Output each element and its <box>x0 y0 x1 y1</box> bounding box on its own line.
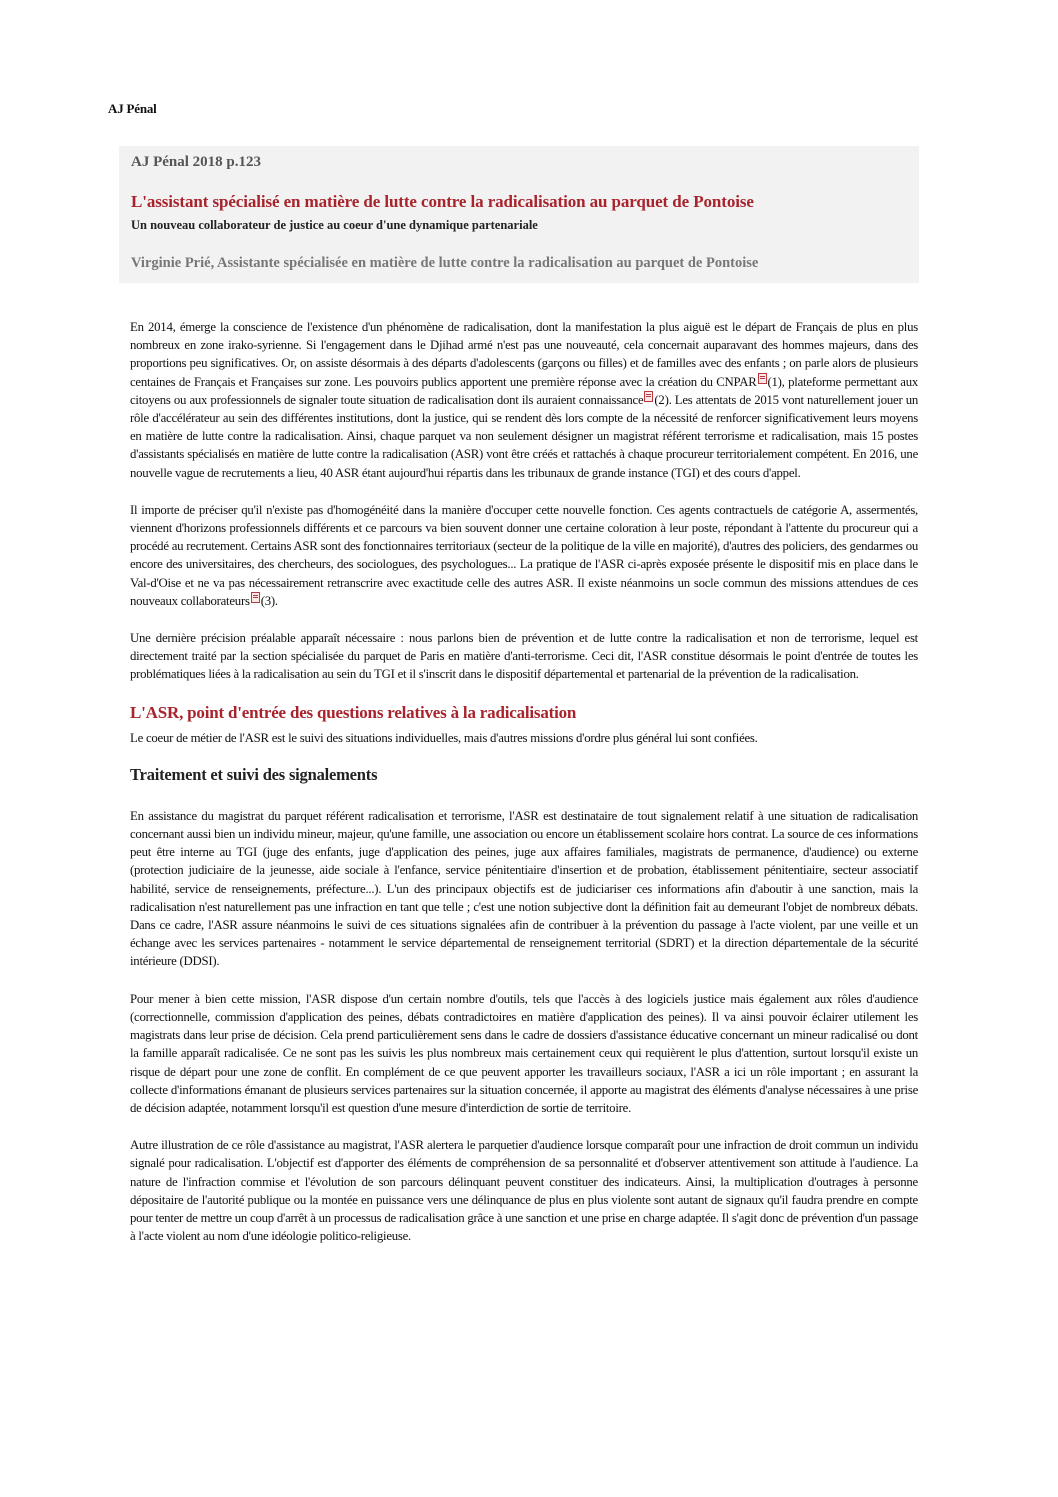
article-author: Virginie Prié, Assistante spécialisée en matière de lutte contre la radicalisation au parquet de Pontoise <box>131 255 759 271</box>
body-paragraph: Autre illustration de ce rôle d'assistance au magistrat, l'ASR alertera le parquetier d'audience lorsque comparaît pour une infraction de droit commun un individu signalé pour radicalisation. L'objectif est d'apporter des éléments de compréhension de sa personnalité et d'observer attentivement son attitude à l'audience. La nature de l'infraction commise et l'évolution de son parcours délinquant peuvent constituer des indicateurs. Ainsi, la multiplication d'outrages à personne dépositaire de l'autorité publique ou la montée en puissance vers une délinquance de plus en plus violente sont autant de signaux qu'il faudra prendre en compte pour tenter de mettre un coup d'arrêt à un processus de radicalisation grâce à une sanction et une prise en charge adaptée. Il s'agit donc de prévention d'un passage à l'acte violent au nom d'une idéologie politico-religieuse. <box>130 1138 918 1244</box>
article-title: L'assistant spécialisé en matière de lutte contre la radicalisation au parquet de Pontoise <box>131 192 754 211</box>
article-subtitle: Un nouveau collaborateur de justice au coeur d'une dynamique partenariale <box>131 218 538 232</box>
body-paragraph: En assistance du magistrat du parquet référent radicalisation et terrorisme, l'ASR est destinataire de tout signalement relatif à une situation de radicalisation concernant aussi bien un individu mineur, majeur, qu'une famille, une association ou encore un établissement scolaire hors contrat. La source de ces informations peut être interne au TGI (juge des enfants, juge d'application des peines, juge aux affaires familiales, magistrats de permanence, d'audience) ou externe (protection judiciaire de la jeunesse, aide sociale à l'enfance, service pénitentiaire d'insertion et de probation, établissement pénitentiaire, secteur associatif habilité, service de renseignements, préfecture...). L'un des principaux objectifs est de judiciariser ces informations afin d'aboutir à une sanction, mais la radicalisation n'est naturellement pas une infraction en tant que telle ; c'est une notion subjective dont la définition fait au demeurant l'objet de nombreux débats. Dans ce cadre, l'ASR assure néanmoins le suivi de ces situations signalées afin de contribuer à la prévention du passage à l'acte violent, par une veille et un échange avec les services partenaires - notamment le service départemental de renseignement territorial (SDRT) et la direction départementale de la sécurité intérieure (DDSI). <box>130 808 918 969</box>
subsection-heading: Traitement et suivi des signalements <box>130 764 378 784</box>
footnote-icon[interactable] <box>758 373 767 384</box>
journal-label: AJ Pénal <box>108 101 157 116</box>
intro-paragraph-2: Il importe de préciser qu'il n'existe pas d'homogénéité dans la manière d'occuper cette nouvelle fonction. Ces agents contractuels de catégorie A, assermentés, viennent d'horizons professionnels différents et ce parcours va bien souvent donner une certaine coloration à leur poste, répondant à l'attente du procureur qui a procédé au recrutement. Certains ASR sont des fonctionnaires territoriaux (secteur de la politique de la ville en majorité), d'autres des policiers, des gendarmes ou encore des universitaires, des chercheurs, des sociologues, des psychologues... La pratique de l'ASR ci-après exposée présente le dispositif mis en place dans le Val-d'Oise et ne va pas nécessairement retranscrire avec exactitude celle des autres ASR. Il existe néanmoins un socle commun des missions attendues de ces nouveaux collaborateurs (3). <box>130 502 918 608</box>
article-reference: AJ Pénal 2018 p.123 <box>131 154 262 170</box>
intro-paragraph-1: En 2014, émerge la conscience de l'existence d'un phénomène de radicalisation, dont la manifestation la plus aiguë est le départ de Français de plus en plus nombreux en zone irako-syrienne. Si l'engagement dans le Djihad armé n'est pas une nouveauté, cela concernait auparavant des hommes majeurs, dans des proportions peu significatives. Or, on assiste désormais à des départs d'adolescents (garçons ou filles) et de familles avec des enfants ; on parle alors de plusieurs centaines de Français et Françaises sur zone. Les pouvoirs publics apportent une première réponse avec la création du CNPAR (1), plateforme permettant aux citoyens ou aux professionnels de signaler toute situation de radicalisation dont ils auraient connaissance (2). Les attentats de 2015 vont naturellement jouer un rôle d'accélérateur au sein des différentes institutions, dont la justice, qui se rendent dès lors compte de la nécessité de renforcer significativement leurs moyens en matière de lutte contre la radicalisation. Ainsi, chaque parquet va non seulement désigner un magistrat référent terrorisme et radicalisation, mais 15 postes d'assistants spécialisés en matière de lutte contre la radicalisation (ASR) vont être créés et rattachés à chaque procureur territorialement compétent. En 2016, une nouvelle vague de recrutements a lieu, 40 ASR étant aujourd'hui répartis dans les tribunaux de grande instance (TGI) et des cours d'appel. <box>130 320 919 480</box>
section-heading: L'ASR, point d'entrée des questions relatives à la radicalisation <box>130 702 577 722</box>
intro-paragraph-3: Une dernière précision préalable apparaît nécessaire : nous parlons bien de prévention et de lutte contre la radicalisation et non de terrorisme, lequel est directement traité par la section spécialisée du parquet de Paris en matière d'anti-terrorisme. Ceci dit, l'ASR constitue désormais le point d'entrée de toutes les problématiques liées à la radicalisation au sein du TGI et il s'inscrit dans le dispositif départemental et partenarial de la prévention de la radicalisation. <box>130 631 918 682</box>
section-lead: Le coeur de métier de l'ASR est le suivi des situations individuelles, mais d'autres missions d'ordre plus général lui sont confiées. <box>130 730 758 745</box>
article-header <box>119 146 919 283</box>
body-paragraph: Pour mener à bien cette mission, l'ASR dispose d'un certain nombre d'outils, tels que l'accès à des logiciels justice mais également aux rôles d'audience (correctionnelle, commission d'application des peines, débats contradictoires en matière d'application des peines). Il va ainsi pouvoir éclairer utilement les magistrats dans leur prise de décision. Cela prend particulièrement sens dans le cadre de dossiers d'assistance éducative concernant un mineur radicalisé ou dont la famille apparaît radicalisée. Ce ne sont pas les suivis les plus nombreux mais certainement ceux qui requièrent le plus d'attention, surtout lorsqu'il existe un risque de départ pour une zone de conflit. En complément de ce que peuvent apporter les travailleurs sociaux, l'ASR a ici un rôle important ; en assurant la collecte d'informations émanant de plusieurs services partenaires sur la situation concernée, il apporte au magistrat des éléments d'analyse nécessaires à une prise de décision adaptée, notamment lorsqu'il est question d'une mesure d'interdiction de sortie de territoire. <box>130 991 918 1115</box>
footnote-icon[interactable] <box>644 391 653 402</box>
footnote-icon[interactable] <box>251 592 260 603</box>
article-body <box>130 318 918 1264</box>
